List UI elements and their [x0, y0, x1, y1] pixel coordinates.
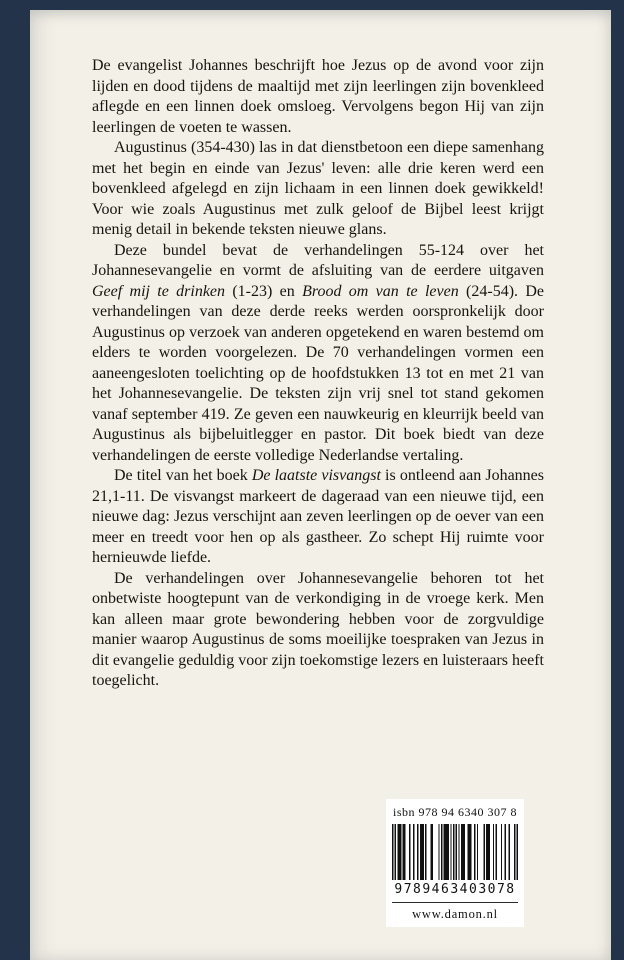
paragraph [92, 138, 544, 241]
text-run: De titel van het boek [114, 467, 252, 484]
text-run: (1-23) en [225, 282, 303, 300]
text-run: (24-54). De verhandelingen van deze derde reeks werden oorspronkelijk door Augustinus op verzoek van anderen opgetekend en waren bestemd om elders te worden voorgelezen. De 70 verhandelingen vormen een aaneengesloten toelichting op de hoofdstukken 13 tot en met 21 van het Johannesevangelie. De teksten zijn vrij snel tot stand gekomen vanaf september 419. Ze geven een nauwkeurig en kleurrijk beeld van Augustinus als bijbeluitlegger en pastor. Dit boek biedt van deze verhandelingen de eerste volledige Nederlandse vertaling. [92, 282, 544, 464]
text-run: Augustinus (354-430) las in dat dienstbetoon een diepe samenhang met het begin en einde van Jezus' leven: alle drie keren werd een bovenkleed afgelegd en zijn lichaam in een linnen doek gewikkeld! Voor wie zoals Augustinus met zulk geloof de Bijbel leest krijgt menig detail in bekende teksten nieuwe glans. [92, 139, 544, 238]
text-run: De evangelist Johannes beschrijft hoe Jezus op de avond voor zijn lijden en dood tijdens de maaltijd met zijn leerlingen zijn bovenkleed aflegde en een linnen doek omsloeg. Vervolgens begon Hij van zijn leerlingen de voeten te wassen. [92, 57, 544, 136]
cover-page [30, 10, 611, 960]
text-block [92, 56, 544, 692]
italic-run: De laatste visvangst [251, 467, 381, 484]
publisher-website: www.damon.nl [392, 902, 518, 924]
barcode-box [386, 799, 524, 927]
text-run: is ontleend aan Johannes 21,1-11. De visvangst markeert de dageraad van een nieuwe tijd, een nieuwe dag: Jezus verschijnt aan zeven leerlingen op de oever van een meer en treedt voor hen op als gastheer. Zo schept Hij ruimte voor hernieuwde liefde. [92, 467, 544, 566]
isbn-label: isbn 978 94 6340 307 8 [392, 805, 517, 819]
barcode-number: 9789463403078 [394, 882, 516, 897]
text-run: De verhandelingen over Johannesevangelie behoren tot het onbetwiste hoogtepunt van de verkondiging in de vroege kerk. Men kan alleen maar grote bewondering hebben voor de zorgvuldige manier waarop Augustinus de soms moeilijke toespraken van Jezus in dit evangelie geduldig voor zijn toekomstige lezers en luisteraars heeft toegelicht. [92, 569, 544, 689]
italic-run: Geef mij te drinken [92, 282, 226, 300]
barcode-image [392, 824, 518, 880]
paragraph [92, 241, 544, 467]
paragraph [92, 569, 544, 692]
paragraph [92, 56, 544, 138]
paragraph [92, 466, 544, 569]
italic-run: Brood om van te leven [302, 282, 459, 300]
text-run: Deze bundel bevat de verhandelingen 55-124 over het Johannesevangelie en vormt de afsluiting van de eerdere uitgaven [92, 241, 544, 279]
